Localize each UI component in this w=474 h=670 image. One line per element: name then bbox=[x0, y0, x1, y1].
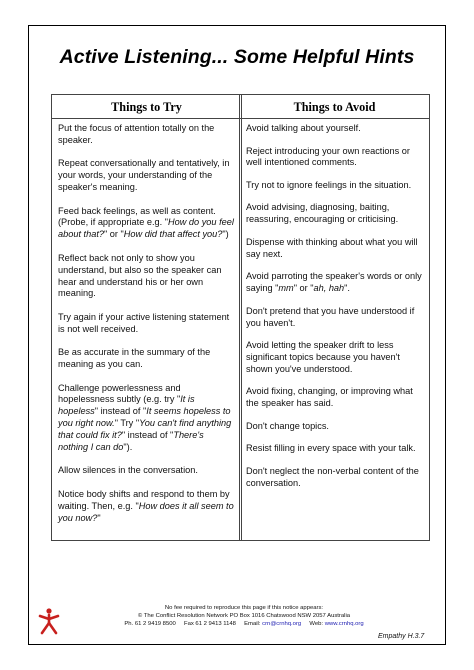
web-link[interactable]: www.crnhq.org bbox=[324, 621, 364, 627]
hint-text: Avoid fixing, changing, or improving what the speaker has said. bbox=[246, 386, 413, 409]
hint-text: Allow silences in the conversation. bbox=[58, 465, 198, 476]
avoid-hint-item bbox=[246, 146, 423, 170]
things-to-try-list bbox=[52, 119, 241, 525]
avoid-hint-item bbox=[246, 180, 423, 192]
hint-text: Don't change topics. bbox=[246, 420, 329, 431]
quoted-example: How did that affect you? bbox=[123, 229, 223, 240]
hint-text: " instead of " bbox=[121, 430, 174, 441]
try-hint-item bbox=[58, 123, 235, 147]
things-to-avoid-heading: Things to Avoid bbox=[240, 95, 429, 119]
avoid-hint-item bbox=[246, 123, 423, 135]
hint-text: Don't pretend that you have understood if you haven't. bbox=[246, 305, 415, 328]
things-to-avoid-panel bbox=[239, 94, 430, 541]
hint-text: ") bbox=[222, 229, 229, 240]
contact-line bbox=[70, 621, 418, 629]
hint-text: " or " bbox=[103, 229, 124, 240]
avoid-hint-item bbox=[246, 421, 423, 433]
quoted-example: You can't find anything that could fix it? bbox=[58, 418, 232, 441]
email-link[interactable]: crn@crnhq.org bbox=[262, 621, 302, 627]
quoted-example: ah, hah bbox=[313, 283, 345, 294]
avoid-hint-item bbox=[246, 271, 423, 295]
hint-text: Reflect back not only to show you understand, but also so the speaker can hear and understand his or her own meaning. bbox=[58, 252, 222, 299]
hint-text: Avoid parroting the speaker's words or only saying " bbox=[246, 271, 422, 294]
quoted-example: It seems hopeless to you right now. bbox=[58, 406, 231, 429]
avoid-hint-item bbox=[246, 466, 423, 490]
quoted-example: There's nothing I can do bbox=[58, 430, 204, 453]
hint-text: " instead of " bbox=[94, 406, 147, 417]
avoid-hint-item bbox=[246, 340, 423, 376]
quoted-example: How do you feel about that? bbox=[58, 217, 234, 240]
things-to-try-panel bbox=[51, 94, 242, 541]
hint-text: Challenge powerlessness and hopelessness subtly (e.g. try " bbox=[58, 382, 181, 405]
hint-text: Reject introducing your own reactions or well intentioned comments. bbox=[246, 145, 410, 168]
avoid-hint-item bbox=[246, 306, 423, 330]
email-label: Email: bbox=[244, 621, 261, 627]
hint-text: Try again if your active listening statement is not well received. bbox=[58, 311, 230, 334]
avoid-hint-item bbox=[246, 237, 423, 261]
hint-text: Don't neglect the non-verbal content of the conversation. bbox=[246, 465, 419, 488]
hint-text: " Try " bbox=[114, 418, 140, 429]
hint-text: Resist filling in every space with your talk. bbox=[246, 443, 416, 454]
try-hint-item bbox=[58, 465, 235, 477]
try-hint-item bbox=[58, 206, 235, 242]
page-title: Active Listening... Some Helpful Hints bbox=[59, 46, 415, 68]
try-hint-item bbox=[58, 253, 235, 301]
quoted-example: How does it all seem to you now? bbox=[58, 500, 234, 523]
try-hint-item bbox=[58, 158, 235, 194]
try-hint-item bbox=[58, 347, 235, 371]
hint-text: Dispense with thinking about what you will say next. bbox=[246, 236, 418, 259]
hint-text: Avoid talking about yourself. bbox=[246, 123, 361, 133]
hint-text: Put the focus of attention totally on the speaker. bbox=[58, 123, 215, 145]
hint-text: Avoid letting the speaker drift to less significant topics because you haven't shown you've understood. bbox=[246, 340, 400, 374]
phone-number: Ph. 61 2 9419 8500 bbox=[124, 621, 176, 627]
hint-text: " bbox=[97, 512, 101, 523]
hint-text: ". bbox=[344, 283, 350, 294]
hint-text: " or " bbox=[293, 283, 314, 294]
quoted-example: mm bbox=[278, 283, 294, 294]
things-to-try-heading: Things to Try bbox=[52, 95, 241, 119]
page-reference: Empathy H.3.7 bbox=[378, 633, 425, 640]
try-hint-item bbox=[58, 383, 235, 454]
try-hint-item bbox=[58, 312, 235, 336]
things-to-avoid-list bbox=[240, 119, 429, 490]
hint-text: Avoid advising, diagnosing, baiting, reassuring, encouraging or criticising. bbox=[246, 202, 399, 225]
avoid-hint-item bbox=[246, 386, 423, 410]
reproduction-notice: No fee required to reproduce this page if this notice appears: bbox=[164, 605, 324, 611]
fax-number: Fax 61 2 9413 1148 bbox=[183, 621, 236, 627]
hint-text: Feed back feelings, as well as content. (Probe, if appropriate e.g. " bbox=[58, 205, 216, 228]
quoted-example: It is hopeless bbox=[58, 394, 195, 417]
hint-text: Be as accurate in the summary of the meaning as you can. bbox=[58, 347, 211, 370]
hint-text: Try not to ignore feelings in the situation. bbox=[246, 179, 412, 190]
crn-logo-icon bbox=[36, 607, 62, 635]
organisation-address: © The Conflict Resolution Network PO Box 1016 Chatswood NSW 2057 Australia bbox=[137, 613, 351, 619]
avoid-hint-item bbox=[246, 202, 423, 226]
hint-text: Repeat conversationally and tentatively, in your words, your understanding of the speaker's meaning. bbox=[58, 158, 230, 193]
avoid-hint-item bbox=[246, 443, 423, 455]
web-label: Web: bbox=[309, 621, 324, 627]
try-hint-item bbox=[58, 489, 235, 525]
hint-text: Notice body shifts and respond to them by waiting. Then, e.g. " bbox=[58, 488, 230, 511]
hint-text: "). bbox=[123, 442, 133, 453]
